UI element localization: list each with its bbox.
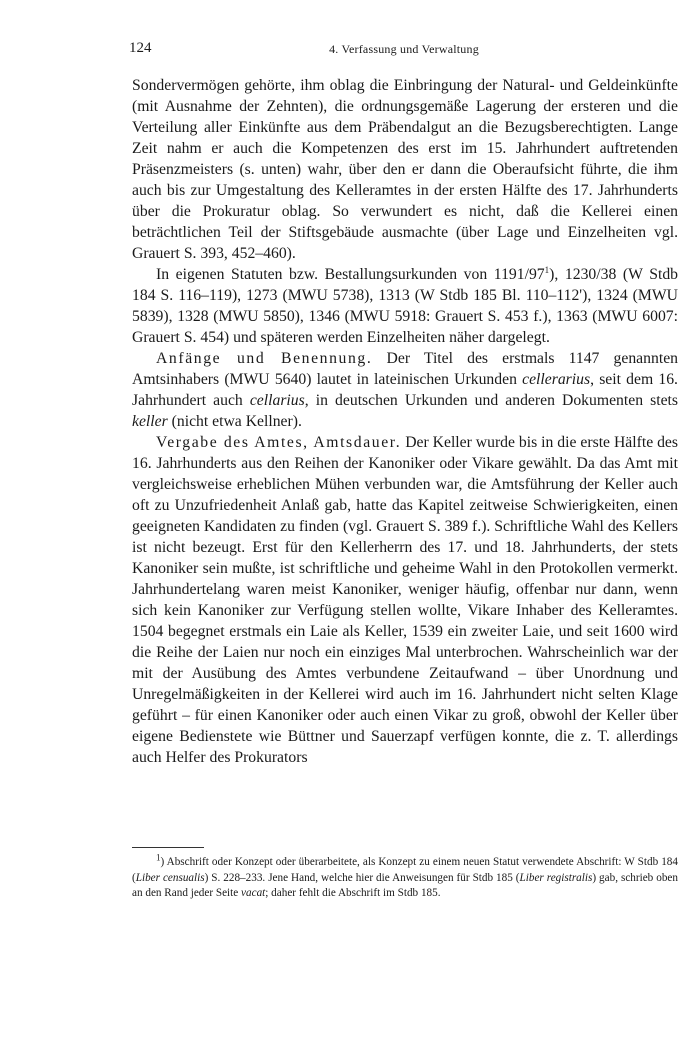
paragraph-3-part-c: , in deutschen Urkunden und anderen Dokumenten stets [304, 392, 679, 409]
term-liber-censualis: Liber censualis [135, 871, 205, 884]
paragraph-4-text: Der Keller wurde bis in die erste Hälfte des 16. Jahrhunderts aus den Reihen der Kanoniker oder Vikare gewählt. Da das Amt mit vergleichsweise erheblichen Mühen verbunden war, die Amtsführung der Keller auch oft zu Unzufriedenheit Anlaß gab, hatte das Kapitel zeitweise Schwierigkeiten, einen geeigneten Kandidaten zu finden (vgl. Grauert S. 389 f.). Schriftliche Wahl des Kellers ist nicht bezeugt. Erst für den Kellerherrn des 17. und 18. Jahrhunderts, der stets Kanoniker sein mußte, ist schriftliche und geheime Wahl in den Protokollen vermerkt. Jahrhundertelang waren meist Kanoniker, weniger häufig, offenbar nur dann, wenn sich kein Kanoniker zur Verfügung stellen wollte, Vikare Inhaber des Kelleramtes. 1504 begegnet erstmals ein Laie als Keller, 1539 ein zweiter Laie, und seit 1600 wird die Reihe der Laien nur noch ein einziges Mal unterbrochen. Wahrscheinlich war der mit der Ausübung des Amtes verbundene Zeitaufwand – über Unordnung und Unregelmäßigkeiten in der Kellerei wird auch im 16. Jahrhundert nicht selten Klage geführt – für einen Kanoniker oder auch einen Vikar zu groß, obwohl der Keller über eigene Bedienstete wie Büttner und Sauerzapf verfügen konnte, die z. T. allerdings auch Helfer des Prokurators [132, 434, 679, 766]
paragraph-3 [132, 348, 678, 432]
footnotes [132, 852, 678, 902]
paragraph-2 [132, 264, 678, 348]
term-vacat: vacat [241, 887, 266, 899]
paragraph-1: Sondervermögen gehörte, ihm oblag die Einbringung der Natural- und Geldeinkünfte (mit Ausnahme der Zehnten), die ordnungsgemäße Lagerung der ersteren und die Verteilung aller Einkünfte aus dem Präbendalgut an die Bezugsberechtigten. Lange Zeit nahm er auch die Kompetenzen des erst im 15. Jahrhundert auftretenden Präsenzmeisters (s. unten) wahr, über den er dann die Oberaufsicht führte, die ihm auch bis zur Umgestaltung des Kelleramtes in der ersten Hälfte des 17. Jahrhunderts über die Prokuratur oblag. So verwundert es nicht, daß die Kellerei einen beträchtlichen Teil der Stiftsgebäude ausmachte (über Lage und Einzelheiten vgl. Grauert S. 393, 452–460). [132, 77, 678, 262]
main-text [132, 75, 678, 768]
footnote-part-d: ; daher fehlt die Abschrift im Stdb 185. [265, 887, 441, 899]
paragraph-3-part-d: (nicht etwa Kellner). [167, 413, 302, 430]
footnote-part-c: ) gab, schrieb oben an den Rand jeder Seite [132, 871, 678, 899]
section-heading-vergabe: Vergabe des Amtes, Amtsdauer. [156, 434, 402, 451]
paragraph-2-part-b: ), 1230/38 (W Stdb 184 S. 116–119), 1273 (MWU 5738), 1313 (W Stdb 185 Bl. 110–112'), 1324 (MWU 5839), 1328 (MWU 5850), 1346 (MWU 5918: Grauert S. 453 f.), 1363 (MWU 6007: Grauert S. 454) und späteren werden Einzelheiten näher dargelegt. [132, 266, 679, 346]
page-number: 124 [129, 40, 152, 56]
footnote-marker: 1 [156, 852, 161, 863]
running-title: 4. Verfassung und Verwaltung [329, 42, 479, 56]
footnote-ref: 1 [544, 264, 550, 275]
footnote-divider [132, 847, 204, 848]
footnote-part-b: ) S. 228–233. Jene Hand, welche hier die Anweisungen für Stdb 185 ( [204, 871, 520, 884]
section-heading-anfaenge: Anfänge und Benennung. [156, 350, 373, 367]
footnote-part-a: ) Abschrift oder Konzept oder überarbeitete, als Konzept zu einem neuen Statut verwendete Abschrift: W Stdb 184 ( [132, 856, 678, 884]
paragraph-3-part-a: Der Titel des erstmals 1147 genannten Amtsinhabers (MWU 5640) lautet in lateinischen Urkunden [132, 350, 678, 388]
paragraph-4 [132, 432, 678, 768]
paragraph-2-part-a: In eigenen Statuten bzw. Bestallungsurkunden von 1191/97 [156, 266, 545, 283]
term-cellerarius: cellerarius [522, 371, 591, 388]
term-liber-registralis: Liber registralis [519, 871, 593, 884]
footnote-1 [132, 852, 678, 902]
term-cellarius: cellarius [249, 392, 305, 409]
term-keller: keller [132, 413, 168, 430]
paragraph-3-part-b: , seit dem 16. Jahrhundert auch [132, 371, 678, 409]
